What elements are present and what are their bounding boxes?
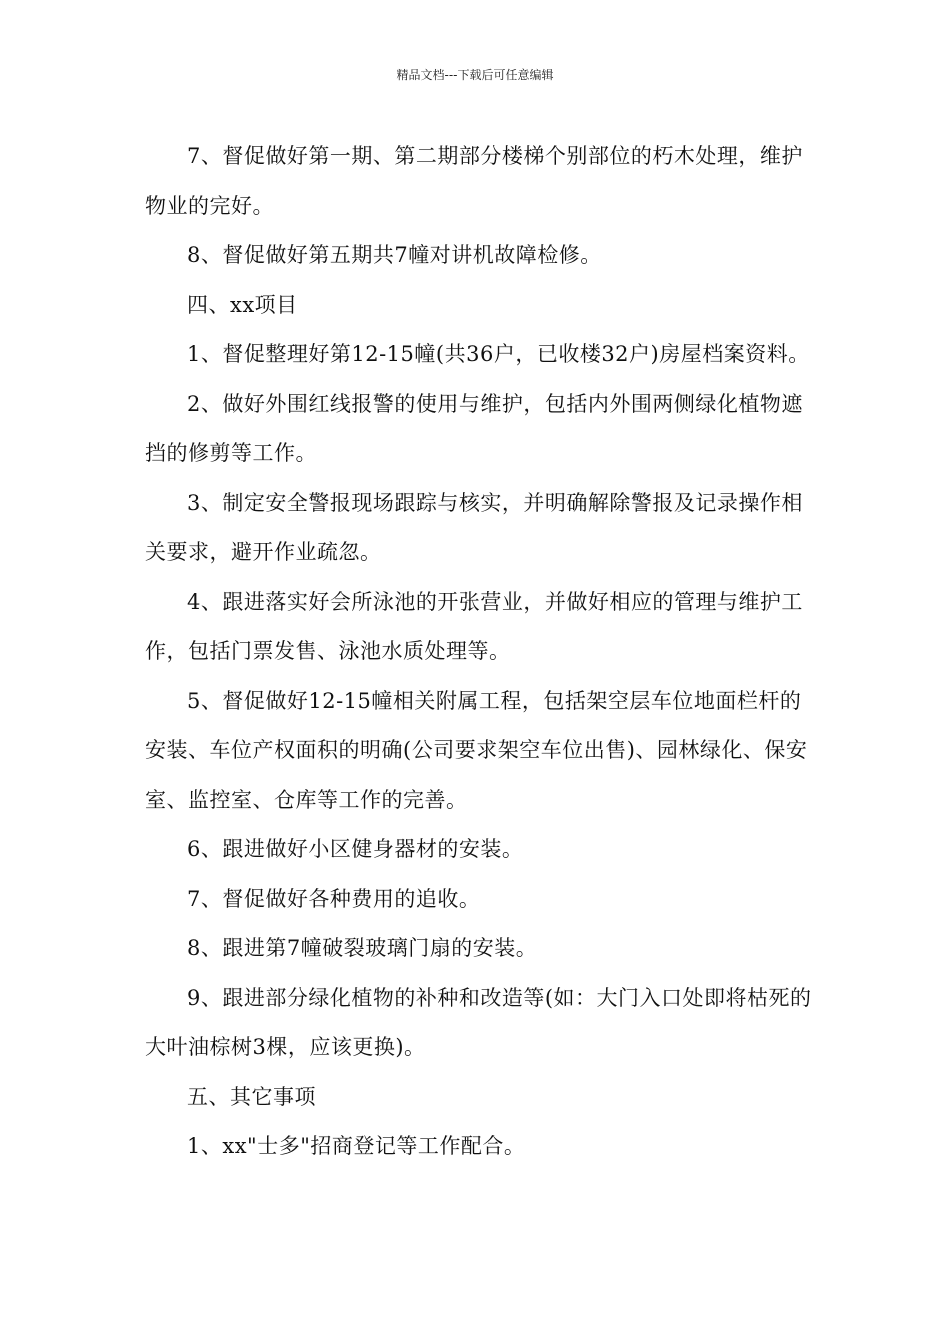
- paragraph-item-8-intercom: 8、督促做好第五期共7幢对讲机故障检修。: [187, 243, 602, 267]
- paragraph-item-1-archives: 1、督促整理好第12-15幢(共36户，已收楼32户)房屋档案资料。: [187, 342, 810, 366]
- page-header: 精品文档---下载后可任意编辑: [396, 68, 554, 82]
- paragraph-item-9-plants: 9、跟进部分绿化植物的补种和改造等(如：大门入口处即将枯死的大叶油棕树3棵，应该更换)。: [145, 985, 812, 1059]
- section-heading-5: 五、其它事项: [187, 1084, 316, 1109]
- paragraph-item-1-store: 1、xx"士多"招商登记等工作配合。: [187, 1134, 526, 1158]
- paragraph-item-7-fees: 7、督促做好各种费用的追收。: [187, 886, 481, 911]
- paragraph-item-2-alarm: 2、做好外围红线报警的使用与维护，包括内外围两侧绿化植物遮挡的修剪等工作。: [145, 391, 803, 465]
- paragraph-item-8-glass: 8、跟进第7幢破裂玻璃门扇的安装。: [187, 936, 538, 960]
- document-body: [145, 132, 815, 1172]
- section-heading-4: 四、xx项目: [187, 292, 298, 317]
- paragraph-item-7-wood: 7、督促做好第一期、第二期部分楼梯个别部位的朽木处理，维护物业的完好。: [145, 144, 803, 218]
- paragraph-item-6-fitness: 6、跟进做好小区健身器材的安装。: [187, 837, 524, 861]
- paragraph-item-3-security: 3、制定安全警报现场跟踪与核实，并明确解除警报及记录操作相关要求，避开作业疏忽。: [145, 490, 803, 564]
- paragraph-item-5-works: 5、督促做好12-15幢相关附属工程，包括架空层车位地面栏杆的安装、车位产权面积的明确(公司要求架空车位出售)、园林绿化、保安室、监控室、仓库等工作的完善。: [145, 688, 808, 812]
- paragraph-item-4-pool: 4、跟进落实好会所泳池的开张营业，并做好相应的管理与维护工作，包括门票发售、泳池水质处理等。: [145, 589, 803, 663]
